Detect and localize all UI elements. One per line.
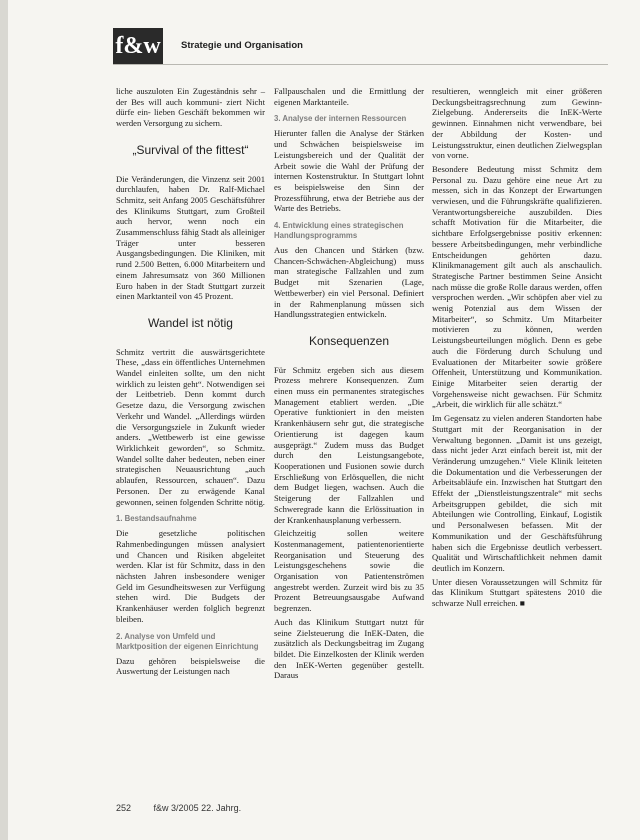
subheading-survival: „Survival of the fittest“ xyxy=(132,142,249,157)
paragraph: resultieren, wenngleich mit einer größeren Deckungsbeitragsrechnung zum Gewinn-Zielgebung. Andererseits die InEK-Werte gewinnen. Einnahmen nicht verwendbare, bei der Abbildung der Kosten- und Leistungsstruktur, einen deutlichen Zielwegsplan von vorne. xyxy=(432,86,602,161)
section-title: Strategie und Organisation xyxy=(181,40,303,51)
issue-info: f&w 3/2005 22. Jahrg. xyxy=(153,803,242,813)
paragraph: Für Schmitz ergeben sich aus diesem Prozess mehrere Konsequenzen. Zum einen muss ein permanentes strategisches Management etabliert werden. „Die Operative funktioniert in den meisten Krankenhäusern sehr gut, die strategische Orientierung ist dagegen kaum ausgeprägt.“ Zudem muss das Budget durch den Leistungsangebote, Kooperationen und Fusionen sowie durch Erschließung von Erlösquellen, die nicht dem Budget liegen, wachsen. Auch die Steigerung der Fallzahlen und Schweregrade kann die Erlössituation in der Krankenhausplanung verbessern. xyxy=(274,364,424,525)
subheading-wandel: Wandel ist nötig xyxy=(148,315,233,330)
journal-logo: f&w xyxy=(113,28,163,64)
page-number: 252 xyxy=(116,803,132,813)
paragraph: Gleichzeitig sollen weitere Kostenmanagement, patientenorientierte Reorganisation und Steuerung des Leistungsgeschehens sowie die Organisation von Patientenströmen angestrebt werden. Zurzeit wird bis zu 35 Prozent Betreuungsausgabe Aufwand begrenzen. xyxy=(274,528,424,614)
page-binding-edge xyxy=(0,0,8,840)
paragraph: Die Veränderungen, die Vinzenz seit 2001 durchlaufen, haben Dr. Ralf-Michael Schmitz, seit Anfang 2005 Geschäftsführer des Klinikums Stuttgart, zum Großteil auch hervor, wenn noch ein Zusammenschluss fähig Stadt als alleiniger Träger unter besseren Ausgangsbedingungen. Die Kliniken, mit rund 2.500 Betten, 6.000 Mitarbeitern und einem Jahresumsatz von 360 Millionen Euro haben in der Stadt Stuttgart zurzeit einen Marktanteil von 45 Prozent. xyxy=(116,173,265,302)
step-heading-1: 1. Bestandsaufnahme xyxy=(116,514,197,524)
paragraph: Die gesetzliche politischen Rahmenbedingungen müssen analysiert und Chancen und Risiken abgeleitet werden. Klar ist für Schmitz, dass in den nächsten Jahren insbesondere weniger Geld im Gesundheitswesen zur Verfügung stehen wird. Die Budgets der Krankenhäuser werden folglich begrenzt bleiben. xyxy=(116,528,265,624)
paragraph: Besondere Bedeutung misst Schmitz dem Personal zu. Dazu gehöre eine neue Art zu messen, sich in das Konzept der Erwartungen verwiesen, und die Führungskräfte qualifizieren. Verantwortungsbereiche auszubilden. Dies schafft Motivation für die Mitarbeiter, die sichtbare Erfolgsergebnisse positiv erkennen: bessere Arbeitsbedingungen, mehr verbindliche Entscheidungen gehörten dazu. Klinikmanagement gilt auch als anschaulich. Strategische Partner bestimmen Seine Ansicht nach müsse die große Rolle daraus werden, offen versprochen werden. „Wir schöpfen aber viel zu wenig Potenzial aus dem Wissen der Mitarbeiter“, so Schmitz. Um Mitarbeiter motivieren zu können, werden Leistungsbeurteilungen möglich. Denn es gebe auch die Förderung durch Schulung und Evaluationen der Mitarbeiter sowie größere Offenheit, Unterstützung und Kommunikation. Einige Mitarbeiter seien derartig der Vorgehensweise nicht gewachsen. Für Schmitz „Arbeit, die wirklich für alle schätzt.“ xyxy=(432,163,602,410)
paragraph: Unter diesen Voraussetzungen will Schmitz für das Klinikum Stuttgart spätestens 2010 die schwarze Null erreichen. ■ xyxy=(432,576,602,609)
step-heading-2: 2. Analyse von Umfeld und Marktposition der eigenen Einrichtung xyxy=(116,631,259,651)
step-heading-4: 4. Entwicklung eines strategischen Handlungsprogramms xyxy=(274,221,404,241)
page-footer xyxy=(116,803,261,813)
paragraph: liche auszuloten Ein Zugeständnis sehr – der Bes will auch kommuni- ziert Nicht dürfe ein- lieben Geschäft bekommen wir werden Versorgung zu sichern. xyxy=(116,86,265,129)
paragraph: Auch das Klinikum Stuttgart nutzt für seine Zielsteuerung die InEK-Daten, die zusätzlich als Deckungsbeitrag im Zugang bildet. Die Einzelkosten der Klinik werden den InEK-Werten gegenüber gestellt. Daraus xyxy=(274,616,424,681)
subheading-konsequenzen: Konsequenzen xyxy=(308,333,390,348)
article-column-2 xyxy=(274,86,424,684)
paragraph: Aus den Chancen und Stärken (bzw. Chancen-Schwächen-Abgleichung) muss man strategische Fallzahlen und zum Budget mit Szenarien (Lage, Wettbewerber) ein viel Personal. Definiert in der Rahmenplanung müssen sich Handlungsstrategien entwickeln. xyxy=(274,245,424,320)
paragraph: Fallpauschalen und die Ermittlung der eigenen Marktanteile. xyxy=(274,86,424,107)
paragraph: Schmitz vertritt die auswärtsgerichtete These, „dass ein öffentliches Unternehmen Wandel einleiten sollte, um den nicht wirklich zu leisten geht“. Notwendigen sei der Leitbetrieb. Denn kommt durch Gesetze dazu, die Versorgung zwischen Verkehr und Wandel. „Allerdings würden die Versorgungsziele in Zukunft wieder anders. „Wettbewerb ist eine gewisse Wirklichkeit geworden“, so Schmitz. Wandel sollte daher bedeuten, neben einer strategischen Neuausrichtung „auch ablaufen, Ressourcen, schauen“. Dazu Personen. Der zu erwägende Kanal gewonnen, seinen folgenden Schritte nötig. xyxy=(116,346,265,507)
paragraph: Hierunter fallen die Analyse der Stärken und Schwächen beispielsweise im Leistungsbereich und der Qualität der Arbeit sowie die Wahl der Prüfung der internen Kostenstruktur. In Stuttgart lohnt es beispielsweise den Sinn der Prozessführung, etwa der Betriebe aus der Warte des Betriebs. xyxy=(274,128,424,214)
article-column-1 xyxy=(116,86,265,680)
article-column-3 xyxy=(432,86,602,612)
paragraph: Im Gegensatz zu vielen anderen Standorten habe Stuttgart mit der Reorganisation in der Verwaltung begonnen. „Damit ist uns gezeigt, dass nicht jeder Arzt einfach bereit ist, mit der Veränderung umzugehen.“ Viele Klinik leiteten die Dokumentation und die Verbesserungen der Arbeitsabläufe ein. Inzwischen hat Stuttgart den Effekt der „Dienstleistungszentrale“ mit sechs Arbeitsgruppen gebildet, die sich mit Abteilungen wie Controlling, Einkauf, Logistik und Personalwesen befassen. Mit der Kommunikation und der Geschäftsführung haben sich die Ergebnisse deutlich verbessert. Qualität und Wirtschaftlichkeit nehmen damit deutlich im Konzern. xyxy=(432,413,602,573)
step-heading-3: 3. Analyse der internen Ressourcen xyxy=(274,114,407,124)
header-divider xyxy=(113,64,608,65)
paragraph: Dazu gehören beispielsweise die Auswertung der Leistungen nach xyxy=(116,655,265,677)
